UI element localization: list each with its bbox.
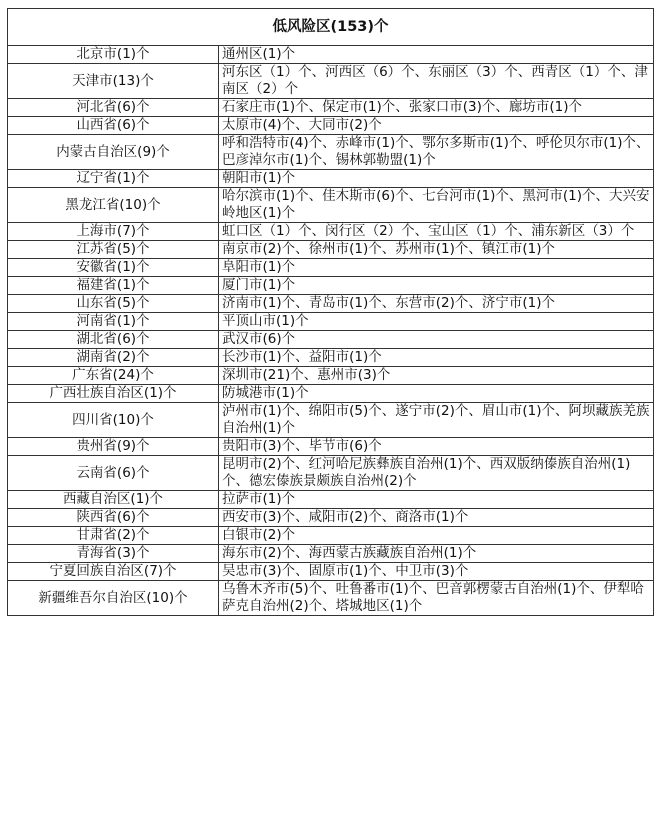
table-row [8, 331, 654, 349]
table-row [8, 117, 654, 135]
region-cell: 江苏省(5)个 [8, 241, 219, 259]
region-cell: 宁夏回族自治区(7)个 [8, 563, 219, 581]
table-row [8, 135, 654, 170]
detail-cell: 厦门市(1)个 [219, 277, 654, 295]
region-cell: 河南省(1)个 [8, 313, 219, 331]
region-cell: 辽宁省(1)个 [8, 170, 219, 188]
detail-cell: 哈尔滨市(1)个、佳木斯市(6)个、七台河市(1)个、黑河市(1)个、大兴安岭地区(1)个 [219, 188, 654, 223]
table-row [8, 259, 654, 277]
region-cell: 内蒙古自治区(9)个 [8, 135, 219, 170]
table-row [8, 277, 654, 295]
detail-cell: 河东区（1）个、河西区（6）个、东丽区（3）个、西青区（1）个、津南区（2）个 [219, 64, 654, 99]
detail-cell: 海东市(2)个、海西蒙古族藏族自治州(1)个 [219, 545, 654, 563]
detail-cell: 长沙市(1)个、益阳市(1)个 [219, 349, 654, 367]
table-row [8, 241, 654, 259]
detail-cell: 泸州市(1)个、绵阳市(5)个、遂宁市(2)个、眉山市(1)个、阿坝藏族羌族自治州(1)个 [219, 403, 654, 438]
region-cell: 安徽省(1)个 [8, 259, 219, 277]
region-cell: 西藏自治区(1)个 [8, 491, 219, 509]
detail-cell: 深圳市(21)个、惠州市(3)个 [219, 367, 654, 385]
region-cell: 上海市(7)个 [8, 223, 219, 241]
detail-cell: 乌鲁木齐市(5)个、吐鲁番市(1)个、巴音郭楞蒙古自治州(1)个、伊犁哈萨克自治州(2)个、塔城地区(1)个 [219, 581, 654, 616]
table-row [8, 223, 654, 241]
detail-cell: 白银市(2)个 [219, 527, 654, 545]
table-row [8, 46, 654, 64]
table-row [8, 527, 654, 545]
table-row [8, 188, 654, 223]
table-row [8, 581, 654, 616]
region-cell: 陕西省(6)个 [8, 509, 219, 527]
detail-cell: 平顶山市(1)个 [219, 313, 654, 331]
table-row [8, 403, 654, 438]
table-header-row [8, 9, 654, 46]
detail-cell: 虹口区（1）个、闵行区（2）个、宝山区（1）个、浦东新区（3）个 [219, 223, 654, 241]
detail-cell: 通州区(1)个 [219, 46, 654, 64]
detail-cell: 石家庄市(1)个、保定市(1)个、张家口市(3)个、廊坊市(1)个 [219, 99, 654, 117]
table-row [8, 438, 654, 456]
detail-cell: 防城港市(1)个 [219, 385, 654, 403]
detail-cell: 西安市(3)个、咸阳市(2)个、商洛市(1)个 [219, 509, 654, 527]
detail-cell: 贵阳市(3)个、毕节市(6)个 [219, 438, 654, 456]
region-cell: 湖北省(6)个 [8, 331, 219, 349]
region-cell: 四川省(10)个 [8, 403, 219, 438]
region-cell: 云南省(6)个 [8, 456, 219, 491]
region-cell: 青海省(3)个 [8, 545, 219, 563]
detail-cell: 南京市(2)个、徐州市(1)个、苏州市(1)个、镇江市(1)个 [219, 241, 654, 259]
detail-cell: 武汉市(6)个 [219, 331, 654, 349]
region-cell: 福建省(1)个 [8, 277, 219, 295]
table-title: 低风险区(153)个 [8, 9, 654, 46]
detail-cell: 吴忠市(3)个、固原市(1)个、中卫市(3)个 [219, 563, 654, 581]
detail-cell: 拉萨市(1)个 [219, 491, 654, 509]
region-cell: 广东省(24)个 [8, 367, 219, 385]
region-cell: 贵州省(9)个 [8, 438, 219, 456]
table-body [8, 46, 654, 616]
region-cell: 河北省(6)个 [8, 99, 219, 117]
table-row [8, 170, 654, 188]
table-row [8, 64, 654, 99]
table-row [8, 456, 654, 491]
detail-cell: 济南市(1)个、青岛市(1)个、东营市(2)个、济宁市(1)个 [219, 295, 654, 313]
low-risk-area-table [7, 8, 654, 616]
table-row [8, 509, 654, 527]
table-row [8, 563, 654, 581]
region-cell: 山东省(5)个 [8, 295, 219, 313]
table-row [8, 295, 654, 313]
table-row [8, 99, 654, 117]
region-cell: 北京市(1)个 [8, 46, 219, 64]
region-cell: 甘肃省(2)个 [8, 527, 219, 545]
table-row [8, 491, 654, 509]
detail-cell: 阜阳市(1)个 [219, 259, 654, 277]
detail-cell: 太原市(4)个、大同市(2)个 [219, 117, 654, 135]
table-row [8, 367, 654, 385]
region-cell: 新疆维吾尔自治区(10)个 [8, 581, 219, 616]
table-row [8, 313, 654, 331]
region-cell: 广西壮族自治区(1)个 [8, 385, 219, 403]
table-row [8, 385, 654, 403]
region-cell: 黑龙江省(10)个 [8, 188, 219, 223]
table-row [8, 349, 654, 367]
table-row [8, 545, 654, 563]
region-cell: 湖南省(2)个 [8, 349, 219, 367]
detail-cell: 昆明市(2)个、红河哈尼族彝族自治州(1)个、西双版纳傣族自治州(1)个、德宏傣族景颇族自治州(2)个 [219, 456, 654, 491]
region-cell: 山西省(6)个 [8, 117, 219, 135]
region-cell: 天津市(13)个 [8, 64, 219, 99]
detail-cell: 呼和浩特市(4)个、赤峰市(1)个、鄂尔多斯市(1)个、呼伦贝尔市(1)个、巴彦淖尔市(1)个、锡林郭勒盟(1)个 [219, 135, 654, 170]
detail-cell: 朝阳市(1)个 [219, 170, 654, 188]
